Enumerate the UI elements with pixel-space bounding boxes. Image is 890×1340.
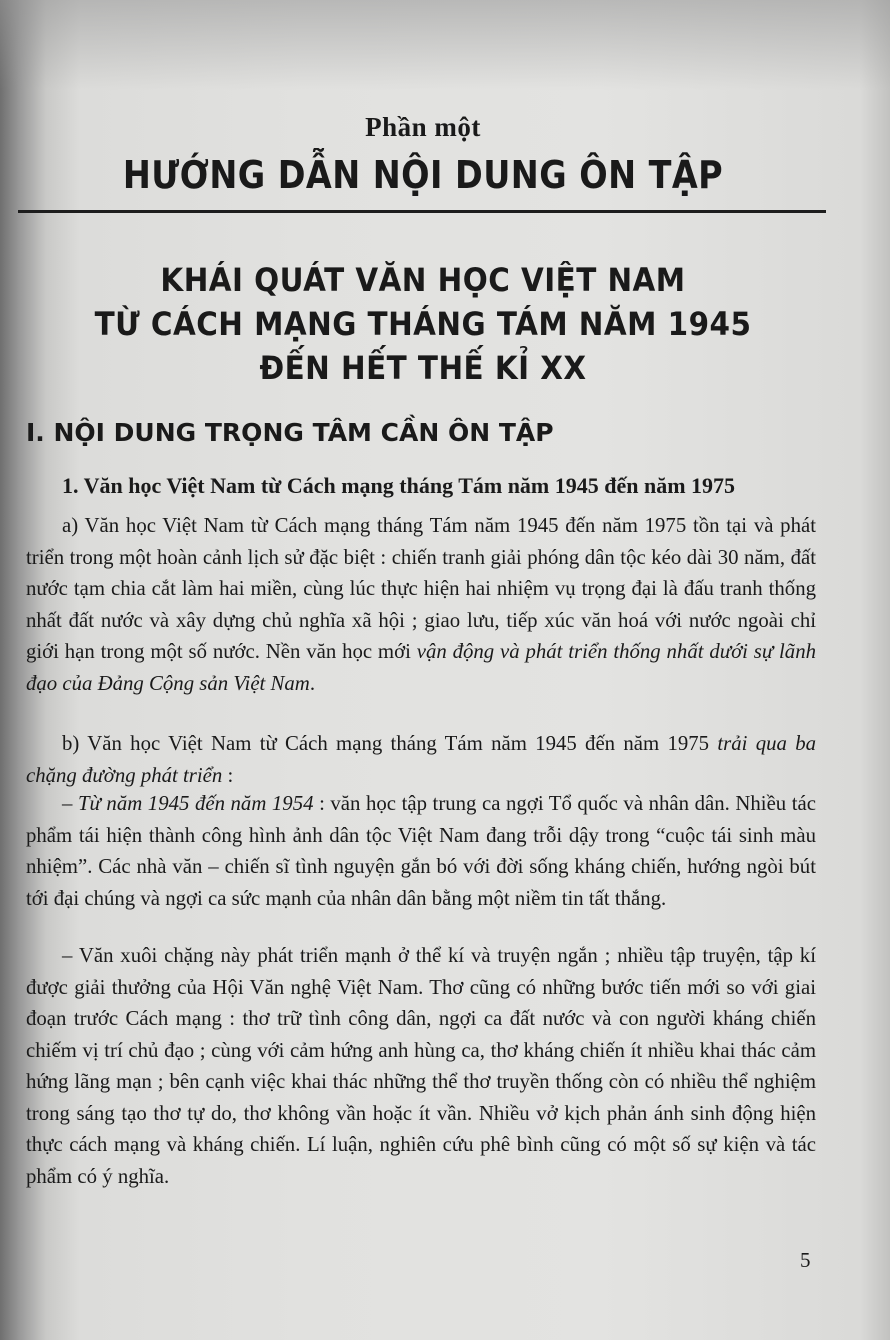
chapter-title: [0, 258, 846, 390]
section-heading: I. NỘI DUNG TRỌNG TÂM CẦN ÔN TẬP: [26, 418, 554, 447]
paragraph-c: [26, 788, 816, 914]
chapter-title-line-3: ĐẾN HẾT THẾ KỈ XX: [259, 349, 587, 387]
paragraph-d: [26, 940, 816, 1192]
title-divider: [18, 210, 826, 213]
page-number: 5: [800, 1248, 811, 1272]
subsection-heading: 1. Văn học Việt Nam từ Cách mạng tháng Tám năm 1945 đến năm 1975: [62, 473, 736, 498]
paragraph-a-text: a) Văn học Việt Nam từ Cách mạng tháng Tám năm 1945 đến năm 1975 tồn tại và phát triển trong một hoàn cảnh lịch sử đặc biệt : chiến tranh giải phóng dân tộc kéo dài 30 năm, đất nước tạm chia cắt làm hai miền, cùng lúc thực hiện hai nhiệm vụ trọng đại là đấu tranh thống nhất đất nước và xây dựng chủ nghĩa xã hội ; giao lưu, tiếp xúc văn hoá với nước ngoài chỉ giới hạn trong một số nước. Nền văn học mới: [26, 514, 816, 663]
paragraph-d-text: – Văn xuôi chặng này phát triển mạnh ở thể kí và truyện ngắn ; nhiều tập truyện, tập kí được giải thưởng của Hội Văn nghệ Việt Nam. Thơ cũng có những bước tiến mới so với giai đoạn trước Cách mạng : thơ trữ tình công dân, ngợi ca đất nước và con người kháng chiến chiếm vị trí chủ đạo ; cùng với cảm hứng anh hùng ca, thơ kháng chiến ít nhiều khai thác cảm hứng lãng mạn ; bên cạnh việc khai thác những thể thơ truyền thống còn có nhiều thể nghiệm trong sáng tạo thơ tự do, thơ không vần hoặc ít vần. Nhiều vở kịch phản ánh sinh động hiện thực cách mạng và kháng chiến. Lí luận, nghiên cứu phê bình cũng có một số sự kiện và tác phẩm có ý nghĩa.: [26, 944, 816, 1188]
paragraph-b-end: :: [222, 763, 234, 787]
paragraph-c-emphasis: – Từ năm 1945 đến năm 1954: [62, 792, 314, 815]
paragraph-b-emphasis: trải qua ba chặng đường phát triển: [26, 732, 816, 787]
paragraph-b: [26, 728, 816, 791]
paragraph-c-text: : văn học tập trung ca ngợi Tổ quốc và nhân dân. Nhiều tác phẩm tái hiện thành công hình ảnh dân tộc Việt Nam đang trỗi dậy trong “cuộc tái sinh màu nhiệm”. Các nhà văn – chiến sĩ tình nguyện gắn bó với đời sống kháng chiến, hướng ngòi bút tới đại chúng và ngợi ca sức mạnh của nhân dân bằng một niềm tin tất thắng.: [26, 792, 816, 910]
chapter-title-line-1: KHÁI QUÁT VĂN HỌC VIỆT NAM: [160, 261, 686, 299]
part-label: Phần một: [365, 112, 481, 142]
part-title: HƯỚNG DẪN NỘI DUNG ÔN TẬP: [122, 153, 724, 197]
chapter-title-line-2: TỪ CÁCH MẠNG THÁNG TÁM NĂM 1945: [94, 305, 752, 343]
paragraph-a-emphasis: vận động và phát triển thống nhất dưới sự lãnh đạo của Đảng Cộng sản Việt Nam: [26, 640, 817, 695]
paragraph-a: [26, 510, 816, 699]
page-shadow: [0, 0, 890, 90]
paragraph-a-end: .: [309, 671, 316, 695]
paragraph-b-text: b) Văn học Việt Nam từ Cách mạng tháng Tám năm 1945 đến năm 1975: [62, 732, 718, 755]
